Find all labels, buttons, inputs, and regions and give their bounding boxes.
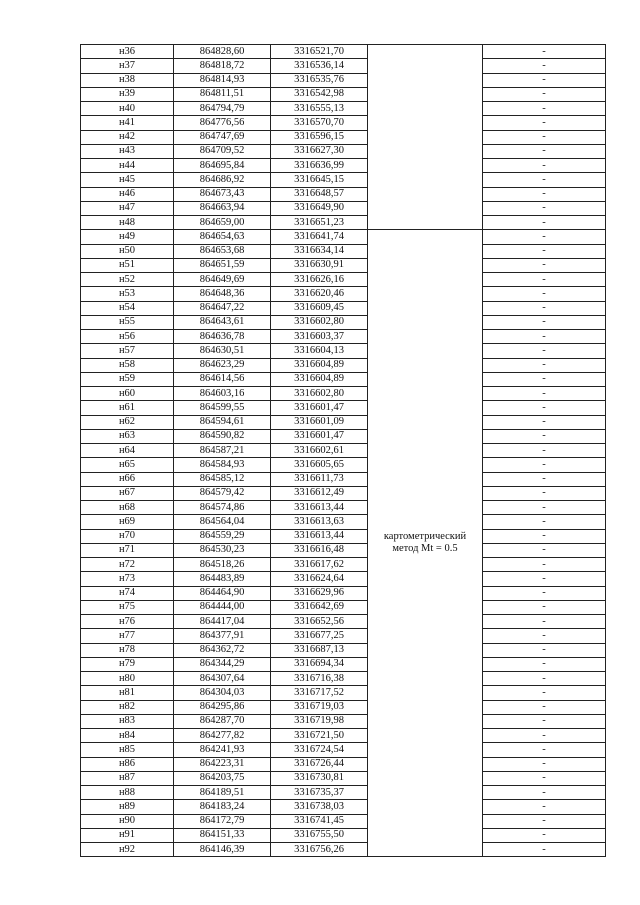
x-coordinate-cell: 864530,23 [174,543,271,557]
error-cell: - [483,800,606,814]
table-row [81,686,606,700]
point-cell: н60 [81,387,174,401]
point-cell: н36 [81,45,174,59]
x-coordinate-cell: 864594,61 [174,415,271,429]
error-cell: - [483,429,606,443]
error-cell: - [483,258,606,272]
x-coordinate-cell: 864747,69 [174,130,271,144]
y-coordinate-cell: 3316719,98 [271,714,368,728]
error-cell: - [483,600,606,614]
error-cell: - [483,657,606,671]
table-row [81,244,606,258]
error-cell: - [483,615,606,629]
y-coordinate-cell: 3316642,69 [271,600,368,614]
y-coordinate-cell: 3316649,90 [271,201,368,215]
table-row [81,743,606,757]
error-cell: - [483,159,606,173]
point-cell: н81 [81,686,174,700]
error-cell: - [483,515,606,529]
point-cell: н61 [81,401,174,415]
table-row [81,515,606,529]
error-cell: - [483,558,606,572]
error-cell: - [483,743,606,757]
table-row [81,216,606,230]
point-cell: н77 [81,629,174,643]
x-coordinate-cell: 864151,33 [174,828,271,842]
y-coordinate-cell: 3316694,34 [271,657,368,671]
y-coordinate-cell: 3316627,30 [271,144,368,158]
table-row [81,301,606,315]
x-coordinate-cell: 864794,79 [174,102,271,116]
point-cell: н49 [81,230,174,244]
table-row [81,486,606,500]
y-coordinate-cell: 3316645,15 [271,173,368,187]
error-cell: - [483,786,606,800]
y-coordinate-cell: 3316741,45 [271,814,368,828]
x-coordinate-cell: 864630,51 [174,344,271,358]
error-cell: - [483,344,606,358]
error-cell: - [483,287,606,301]
point-cell: н82 [81,700,174,714]
table-row [81,201,606,215]
error-cell: - [483,187,606,201]
point-cell: н38 [81,73,174,87]
y-coordinate-cell: 3316648,57 [271,187,368,201]
point-cell: н71 [81,543,174,557]
point-cell: н90 [81,814,174,828]
point-cell: н92 [81,843,174,857]
error-cell: - [483,458,606,472]
point-cell: н39 [81,87,174,101]
x-coordinate-cell: 864146,39 [174,843,271,857]
x-coordinate-cell: 864636,78 [174,330,271,344]
y-coordinate-cell: 3316730,81 [271,771,368,785]
x-coordinate-cell: 864483,89 [174,572,271,586]
y-coordinate-cell: 3316677,25 [271,629,368,643]
table-row [81,273,606,287]
error-cell: - [483,486,606,500]
point-cell: н42 [81,130,174,144]
y-coordinate-cell: 3316535,76 [271,73,368,87]
x-coordinate-cell: 864241,93 [174,743,271,757]
method-cell-upper [368,45,483,230]
table-row [81,73,606,87]
table-row [81,529,606,543]
method-name: картометрический [383,531,467,543]
error-cell: - [483,201,606,215]
y-coordinate-cell: 3316652,56 [271,615,368,629]
y-coordinate-cell: 3316634,14 [271,244,368,258]
table-row [81,501,606,515]
error-cell: - [483,244,606,258]
table-row [81,458,606,472]
x-coordinate-cell: 864377,91 [174,629,271,643]
point-cell: н73 [81,572,174,586]
y-coordinate-cell: 3316521,70 [271,45,368,59]
table-row [81,173,606,187]
y-coordinate-cell: 3316601,09 [271,415,368,429]
method-cell [368,230,483,857]
y-coordinate-cell: 3316755,50 [271,828,368,842]
point-cell: н85 [81,743,174,757]
point-cell: н41 [81,116,174,130]
error-cell: - [483,301,606,315]
table-row [81,800,606,814]
point-cell: н57 [81,344,174,358]
point-cell: н67 [81,486,174,500]
y-coordinate-cell: 3316630,91 [271,258,368,272]
point-cell: н50 [81,244,174,258]
x-coordinate-cell: 864203,75 [174,771,271,785]
x-coordinate-cell: 864828,60 [174,45,271,59]
table-row [81,629,606,643]
x-coordinate-cell: 864287,70 [174,714,271,728]
error-cell: - [483,315,606,329]
table-row [81,159,606,173]
table-row [81,828,606,842]
x-coordinate-cell: 864579,42 [174,486,271,500]
table-row [81,472,606,486]
point-cell: н91 [81,828,174,842]
x-coordinate-cell: 864643,61 [174,315,271,329]
y-coordinate-cell: 3316617,62 [271,558,368,572]
point-cell: н87 [81,771,174,785]
point-cell: н37 [81,59,174,73]
x-coordinate-cell: 864444,00 [174,600,271,614]
table-row [81,558,606,572]
point-cell: н79 [81,657,174,671]
error-cell: - [483,230,606,244]
point-cell: н55 [81,315,174,329]
x-coordinate-cell: 864344,29 [174,657,271,671]
table-row [81,372,606,386]
error-cell: - [483,415,606,429]
point-cell: н48 [81,216,174,230]
table-row [81,600,606,614]
y-coordinate-cell: 3316726,44 [271,757,368,771]
error-cell: - [483,771,606,785]
y-coordinate-cell: 3316536,14 [271,59,368,73]
y-coordinate-cell: 3316603,37 [271,330,368,344]
x-coordinate-cell: 864417,04 [174,615,271,629]
x-coordinate-cell: 864304,03 [174,686,271,700]
error-cell: - [483,672,606,686]
error-cell: - [483,358,606,372]
error-cell: - [483,401,606,415]
x-coordinate-cell: 864654,63 [174,230,271,244]
error-cell: - [483,372,606,386]
x-coordinate-cell: 864695,84 [174,159,271,173]
y-coordinate-cell: 3316604,89 [271,372,368,386]
x-coordinate-cell: 864599,55 [174,401,271,415]
table-row [81,657,606,671]
x-coordinate-cell: 864814,93 [174,73,271,87]
x-coordinate-cell: 864603,16 [174,387,271,401]
y-coordinate-cell: 3316602,80 [271,315,368,329]
table-row [81,87,606,101]
point-cell: н45 [81,173,174,187]
x-coordinate-cell: 864223,31 [174,757,271,771]
y-coordinate-cell: 3316616,48 [271,543,368,557]
y-coordinate-cell: 3316717,52 [271,686,368,700]
method-accuracy: метод Mt = 0.5 [392,543,458,555]
error-cell: - [483,572,606,586]
error-cell: - [483,843,606,857]
table-row [81,344,606,358]
table-row [81,543,606,557]
y-coordinate-cell: 3316542,98 [271,87,368,101]
y-coordinate-cell: 3316626,16 [271,273,368,287]
point-cell: н84 [81,729,174,743]
x-coordinate-cell: 864673,43 [174,187,271,201]
x-coordinate-cell: 864464,90 [174,586,271,600]
y-coordinate-cell: 3316612,49 [271,486,368,500]
point-cell: н51 [81,258,174,272]
table-row [81,144,606,158]
error-cell: - [483,714,606,728]
x-coordinate-cell: 864518,26 [174,558,271,572]
y-coordinate-cell: 3316601,47 [271,401,368,415]
point-cell: н83 [81,714,174,728]
table-row [81,401,606,415]
error-cell: - [483,387,606,401]
y-coordinate-cell: 3316611,73 [271,472,368,486]
table-row [81,729,606,743]
point-cell: н40 [81,102,174,116]
error-cell: - [483,102,606,116]
y-coordinate-cell: 3316596,15 [271,130,368,144]
error-cell: - [483,472,606,486]
point-cell: н46 [81,187,174,201]
table-row [81,757,606,771]
error-cell: - [483,59,606,73]
point-cell: н74 [81,586,174,600]
table-row [81,287,606,301]
x-coordinate-cell: 864709,52 [174,144,271,158]
point-cell: н53 [81,287,174,301]
table-row [81,187,606,201]
y-coordinate-cell: 3316613,63 [271,515,368,529]
point-cell: н68 [81,501,174,515]
y-coordinate-cell: 3316570,70 [271,116,368,130]
x-coordinate-cell: 864559,29 [174,529,271,543]
x-coordinate-cell: 864663,94 [174,201,271,215]
error-cell: - [483,828,606,842]
point-cell: н56 [81,330,174,344]
point-cell: н44 [81,159,174,173]
error-cell: - [483,543,606,557]
table-row [81,358,606,372]
y-coordinate-cell: 3316613,44 [271,529,368,543]
table-row [81,230,606,244]
table-row [81,45,606,59]
error-cell: - [483,130,606,144]
point-cell: н63 [81,429,174,443]
error-cell: - [483,757,606,771]
table-row [81,700,606,714]
table-row [81,444,606,458]
x-coordinate-cell: 864651,59 [174,258,271,272]
y-coordinate-cell: 3316601,47 [271,429,368,443]
table-row [81,429,606,443]
y-coordinate-cell: 3316602,61 [271,444,368,458]
x-coordinate-cell: 864277,82 [174,729,271,743]
table-row [81,102,606,116]
y-coordinate-cell: 3316687,13 [271,643,368,657]
x-coordinate-cell: 864811,51 [174,87,271,101]
x-coordinate-cell: 864647,22 [174,301,271,315]
x-coordinate-cell: 864818,72 [174,59,271,73]
y-coordinate-cell: 3316602,80 [271,387,368,401]
error-cell: - [483,629,606,643]
table-row [81,387,606,401]
point-cell: н54 [81,301,174,315]
point-cell: н64 [81,444,174,458]
x-coordinate-cell: 864295,86 [174,700,271,714]
point-cell: н72 [81,558,174,572]
x-coordinate-cell: 864362,72 [174,643,271,657]
y-coordinate-cell: 3316636,99 [271,159,368,173]
y-coordinate-cell: 3316620,46 [271,287,368,301]
y-coordinate-cell: 3316716,38 [271,672,368,686]
x-coordinate-cell: 864623,29 [174,358,271,372]
error-cell: - [483,87,606,101]
error-cell: - [483,45,606,59]
table-row [81,672,606,686]
error-cell: - [483,501,606,515]
point-cell: н80 [81,672,174,686]
table-row [81,615,606,629]
point-cell: н58 [81,358,174,372]
error-cell: - [483,529,606,543]
error-cell: - [483,444,606,458]
y-coordinate-cell: 3316604,89 [271,358,368,372]
table-row [81,130,606,144]
x-coordinate-cell: 864574,86 [174,501,271,515]
error-cell: - [483,643,606,657]
table-row [81,572,606,586]
y-coordinate-cell: 3316641,74 [271,230,368,244]
error-cell: - [483,73,606,87]
table-row [81,415,606,429]
error-cell: - [483,700,606,714]
x-coordinate-cell: 864776,56 [174,116,271,130]
x-coordinate-cell: 864686,92 [174,173,271,187]
x-coordinate-cell: 864307,64 [174,672,271,686]
error-cell: - [483,729,606,743]
point-cell: н59 [81,372,174,386]
y-coordinate-cell: 3316724,54 [271,743,368,757]
point-cell: н70 [81,529,174,543]
point-cell: н89 [81,800,174,814]
x-coordinate-cell: 864189,51 [174,786,271,800]
y-coordinate-cell: 3316651,23 [271,216,368,230]
point-cell: н88 [81,786,174,800]
point-cell: н86 [81,757,174,771]
point-cell: н69 [81,515,174,529]
table-row [81,59,606,73]
document-page [80,44,600,857]
error-cell: - [483,144,606,158]
error-cell: - [483,216,606,230]
x-coordinate-cell: 864590,82 [174,429,271,443]
error-cell: - [483,586,606,600]
y-coordinate-cell: 3316624,64 [271,572,368,586]
table-row [81,643,606,657]
point-cell: н62 [81,415,174,429]
error-cell: - [483,814,606,828]
y-coordinate-cell: 3316613,44 [271,501,368,515]
x-coordinate-cell: 864585,12 [174,472,271,486]
y-coordinate-cell: 3316719,03 [271,700,368,714]
table-row [81,315,606,329]
y-coordinate-cell: 3316605,65 [271,458,368,472]
x-coordinate-cell: 864587,21 [174,444,271,458]
point-cell: н75 [81,600,174,614]
x-coordinate-cell: 864564,04 [174,515,271,529]
y-coordinate-cell: 3316735,37 [271,786,368,800]
table-row [81,586,606,600]
error-cell: - [483,330,606,344]
y-coordinate-cell: 3316609,45 [271,301,368,315]
error-cell: - [483,273,606,287]
point-cell: н65 [81,458,174,472]
y-coordinate-cell: 3316629,96 [271,586,368,600]
y-coordinate-cell: 3316738,03 [271,800,368,814]
table-row [81,330,606,344]
x-coordinate-cell: 864659,00 [174,216,271,230]
x-coordinate-cell: 864648,36 [174,287,271,301]
x-coordinate-cell: 864614,56 [174,372,271,386]
coordinates-table-body [81,45,606,857]
x-coordinate-cell: 864584,93 [174,458,271,472]
point-cell: н76 [81,615,174,629]
table-row [81,814,606,828]
y-coordinate-cell: 3316555,13 [271,102,368,116]
table-row [81,116,606,130]
x-coordinate-cell: 864653,68 [174,244,271,258]
y-coordinate-cell: 3316721,50 [271,729,368,743]
y-coordinate-cell: 3316756,26 [271,843,368,857]
table-row [81,771,606,785]
point-cell: н78 [81,643,174,657]
x-coordinate-cell: 864172,79 [174,814,271,828]
x-coordinate-cell: 864183,24 [174,800,271,814]
error-cell: - [483,686,606,700]
table-row [81,843,606,857]
table-row [81,258,606,272]
point-cell: н47 [81,201,174,215]
table-row [81,786,606,800]
x-coordinate-cell: 864649,69 [174,273,271,287]
point-cell: н43 [81,144,174,158]
point-cell: н66 [81,472,174,486]
y-coordinate-cell: 3316604,13 [271,344,368,358]
error-cell: - [483,173,606,187]
point-cell: н52 [81,273,174,287]
error-cell: - [483,116,606,130]
table-row [81,714,606,728]
coordinates-table [80,44,606,857]
